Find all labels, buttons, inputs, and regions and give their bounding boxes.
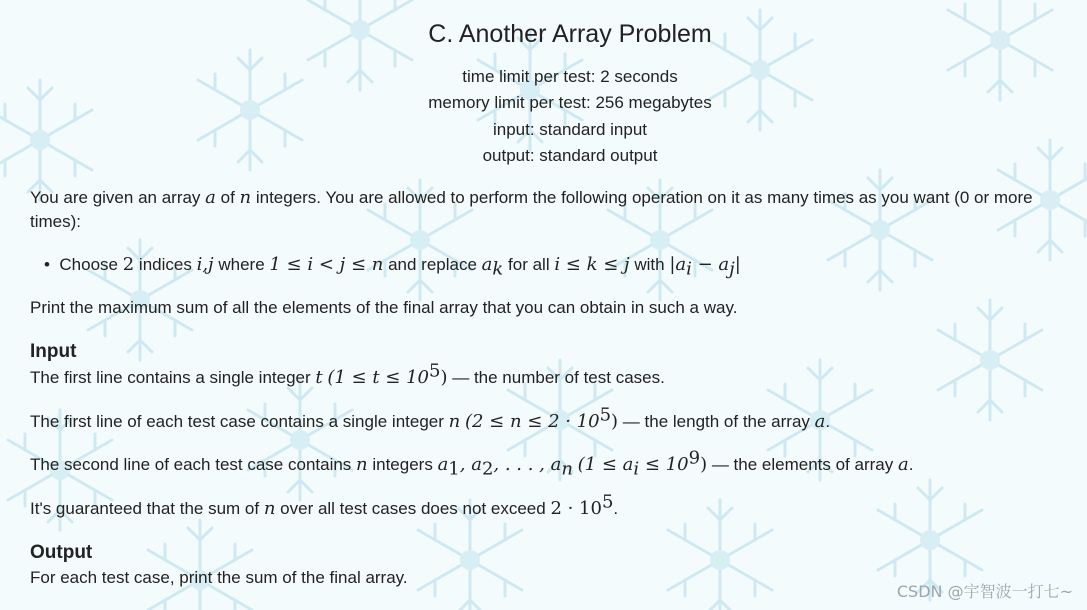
math-seq: , . . . , a	[493, 454, 562, 475]
input-line-3	[30, 447, 1075, 480]
op-text: with	[629, 255, 670, 274]
math-sub: 1	[448, 458, 460, 480]
input-text: — the number of test cases.	[447, 368, 665, 387]
memory-limit: memory limit per test: 256 megabytes	[428, 93, 712, 112]
math-abs: |a	[669, 254, 687, 275]
math-sub-k: k	[492, 258, 504, 280]
input-line-2	[30, 404, 1075, 434]
input-text: It's guaranteed that the sum of	[30, 499, 264, 518]
op-text: indices	[134, 255, 197, 274]
op-text: for all	[503, 255, 555, 274]
math-condition: 1 ≤ i < j ≤ n	[269, 254, 384, 275]
math-n: n	[239, 187, 252, 208]
math-exponent: 5	[601, 491, 614, 513]
math-n: n	[263, 498, 276, 519]
statement-intro	[30, 186, 1075, 234]
math-sub: i	[633, 458, 640, 480]
output-type: output: standard output	[482, 146, 658, 165]
math-paren: )	[700, 454, 708, 475]
input-type: input: standard input	[492, 120, 648, 139]
operation-bullet	[44, 253, 1087, 280]
math-a: a	[205, 187, 216, 208]
math-sub-j: j	[729, 258, 735, 280]
input-text: .	[825, 412, 831, 431]
math-2: 2	[122, 254, 135, 275]
math-exponent: 5	[599, 404, 612, 426]
input-line-1	[30, 360, 1075, 390]
output-heading: Output	[30, 542, 93, 563]
intro-text: times):	[30, 212, 81, 231]
input-text: — the elements of array	[707, 455, 898, 474]
input-text: over all test cases does not exceed	[275, 499, 551, 518]
input-line-4	[30, 491, 1075, 521]
math-n: n	[356, 454, 368, 475]
math-a: a	[814, 411, 826, 432]
intro-text: You are given an array	[30, 188, 206, 207]
output-line-1: For each test case, print the sum of the final array.	[30, 568, 408, 587]
math-abs: |	[734, 254, 741, 275]
math-sub: n	[561, 458, 573, 480]
intro-text: integers. You are allowed to perform the following operation on it as many times as you want (0 or more	[251, 188, 1033, 207]
task-description: Print the maximum sum of all the elements of the final array that you can obtain in such a way.	[30, 298, 738, 317]
math-n: n	[448, 411, 461, 432]
csdn-watermark: CSDN @宇智波一打七~	[896, 582, 1073, 601]
input-text: — the length of the array	[618, 412, 815, 431]
bullet-dot: •	[44, 255, 50, 274]
math-seq: a	[437, 454, 449, 475]
math-value: 2 · 10	[550, 498, 602, 519]
intro-text: of	[215, 188, 240, 207]
math-exponent: 5	[429, 360, 441, 382]
input-text: integers	[367, 455, 438, 474]
input-text: .	[908, 455, 914, 474]
op-text: Choose	[59, 255, 123, 274]
math-condition: (1 ≤ t ≤ 10	[327, 367, 430, 388]
op-text: where	[213, 255, 270, 274]
input-text: The first line of each test case contains a single integer	[30, 412, 449, 431]
math-sub: 2	[481, 458, 494, 480]
math-a: a	[897, 454, 909, 475]
math-sub-i: i	[686, 258, 692, 280]
math-ak: a	[481, 254, 493, 275]
math-condition: (1 ≤ a	[577, 454, 634, 475]
math-condition: ≤ 10	[639, 454, 689, 475]
math-t: t	[315, 367, 323, 388]
math-abs: − a	[691, 254, 730, 275]
math-paren: )	[611, 411, 619, 432]
problem-title: C. Another Array Problem	[428, 20, 712, 48]
time-limit: time limit per test: 2 seconds	[462, 67, 678, 86]
input-text: The second line of each test case contains	[30, 455, 357, 474]
math-ij: i,j	[196, 254, 214, 275]
input-text: .	[613, 499, 619, 518]
math-paren: )	[440, 367, 448, 388]
input-heading: Input	[30, 341, 77, 362]
input-text: The first line contains a single integer	[30, 368, 316, 387]
math-range: i ≤ k ≤ j	[554, 254, 630, 275]
math-condition: (2 ≤ n ≤ 2 · 10	[464, 411, 600, 432]
math-seq: , a	[459, 454, 482, 475]
op-text: and replace	[383, 255, 482, 274]
math-exponent: 9	[688, 447, 701, 469]
